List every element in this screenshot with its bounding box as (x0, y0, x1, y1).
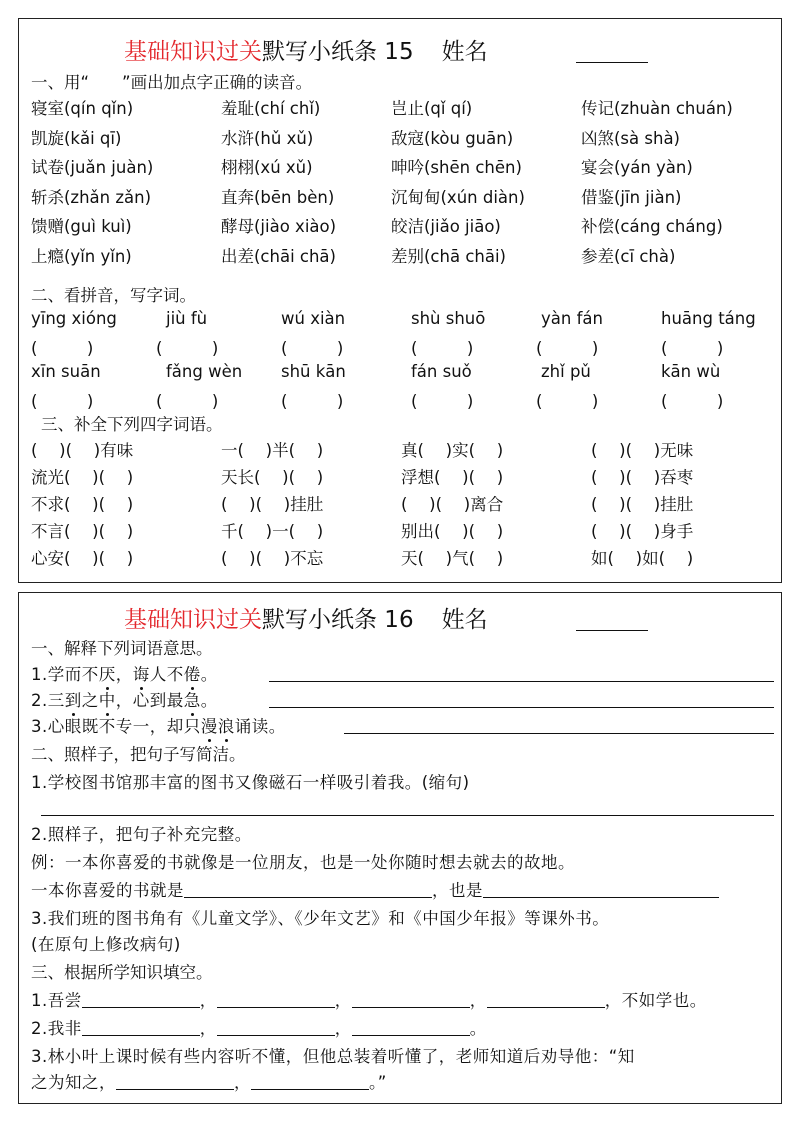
idiom-row (31, 437, 771, 465)
pinyin-word: wú xiàn (281, 309, 346, 328)
fill-blank[interactable] (352, 991, 470, 1008)
fill-blank[interactable] (82, 1019, 200, 1036)
pinyin-choice-row (31, 125, 771, 153)
pinyin-row (31, 309, 771, 337)
answer-box[interactable]: ( ) (156, 339, 219, 358)
pinyin-choice-item[interactable]: 酵母(jiào xiào) (221, 217, 337, 236)
pinyin-choice-row (31, 184, 771, 212)
idiom-row (31, 545, 771, 573)
answer-box[interactable]: ( ) (31, 339, 94, 358)
pinyin-choice-item[interactable]: 宴会(yán yàn) (581, 158, 693, 177)
pinyin-choice-row (31, 95, 771, 123)
pinyin-choice-item[interactable]: 沉甸甸(xún diàn) (391, 187, 525, 207)
answer-box[interactable]: ( ) (31, 392, 94, 411)
question-5: 2.照样子，把句子补充完整。 (31, 825, 252, 844)
answer-box[interactable]: ( ) (661, 339, 724, 358)
pinyin-choice-item[interactable]: 直奔(bēn bèn) (221, 187, 335, 207)
pinyin-choice-row (31, 154, 771, 182)
idiom-item[interactable]: 真( )实( ) (401, 441, 504, 460)
idiom-item[interactable]: 浮想( )( ) (401, 468, 504, 487)
pinyin-choice-item[interactable]: 差别(chā chāi) (391, 246, 506, 266)
answer-line-4[interactable] (41, 815, 774, 816)
idiom-item[interactable]: 不求( )( ) (31, 495, 134, 514)
part3-heading: 三、根据所学知识填空。 (31, 963, 213, 982)
fill-sentence: 一本你喜爱的书就是 ，也是 (31, 877, 719, 901)
pinyin-choice-item[interactable]: 斩杀(zhǎn zǎn) (31, 187, 152, 207)
pinyin-choice-item[interactable]: 凯旋(kǎi qī) (31, 128, 122, 148)
answer-line-2[interactable] (269, 707, 774, 708)
idiom-item[interactable]: ( )( )无味 (591, 441, 694, 460)
fill-blank[interactable] (487, 991, 605, 1008)
part2-heading: 二、照样子，把句子写简洁。 (31, 745, 246, 764)
pinyin-word: zhǐ pǔ (541, 362, 591, 381)
answer-box[interactable]: ( ) (156, 392, 219, 411)
pinyin-word: fǎng wèn (166, 362, 243, 381)
idiom-item[interactable]: ( )( )离合 (401, 495, 504, 514)
pinyin-word: shù shuō (411, 309, 486, 328)
answer-box[interactable]: ( ) (281, 392, 344, 411)
pinyin-choice-item[interactable]: 寝室(qín qǐn) (31, 99, 134, 118)
question-7: 1.吾尝 ， ， ， ，不如学也。 (31, 991, 707, 1010)
pinyin-choice-item[interactable]: 皎洁(jiǎo jiāo) (391, 217, 501, 236)
fill-blank[interactable] (251, 1073, 369, 1090)
question-6-note: (在原句上修改病句) (31, 935, 181, 954)
pinyin-choice-item[interactable]: 出差(chāi chā) (221, 246, 336, 266)
idiom-item[interactable]: ( )( )挂肚 (591, 495, 694, 514)
idiom-item[interactable]: 天( )气( ) (401, 549, 504, 568)
pinyin-choice-item[interactable]: 呻吟(shēn chēn) (391, 158, 522, 177)
pinyin-word: fán suǒ (411, 362, 472, 381)
pinyin-choice-item[interactable]: 羞耻(chí chǐ) (221, 99, 321, 118)
part1-heading: 一、用“ ”画出加点字正确的读音。 (31, 73, 313, 92)
question-1: 1.学而不厌，诲人不倦。 (31, 665, 218, 684)
pinyin-choice-item[interactable]: 借鉴(jīn jiàn) (581, 187, 682, 207)
idiom-item[interactable]: 别出( )( ) (401, 522, 504, 541)
card-title: 基础知识过关默写小纸条 16 姓名 (124, 601, 648, 634)
pinyin-row (31, 362, 771, 390)
pinyin-choice-item[interactable]: 传记(zhuàn chuán) (581, 99, 733, 118)
pinyin-choice-item[interactable]: 栩栩(xú xǔ) (221, 158, 313, 177)
question-2: 2.三到之中，心到最急。 (31, 691, 218, 710)
idiom-row (31, 464, 771, 492)
dictation-card-16 (18, 592, 782, 1104)
fill-blank-2[interactable] (483, 881, 719, 898)
fill-blank[interactable] (217, 991, 335, 1008)
question-9-cont: 之为知之， ， 。” (31, 1073, 387, 1092)
idiom-item[interactable]: ( )( )不忘 (221, 549, 324, 568)
idiom-item[interactable]: 天长( )( ) (221, 468, 324, 487)
fill-blank[interactable] (352, 1019, 470, 1036)
idiom-row (31, 518, 771, 546)
question-4: 1.学校图书馆那丰富的图书又像磁石一样吸引着我。(缩句) (31, 773, 470, 792)
idiom-item[interactable]: ( )( )有味 (31, 441, 134, 460)
question-8: 2.我非 ， ， 。 (31, 1019, 487, 1038)
name-blank[interactable] (576, 42, 648, 63)
fill-blank[interactable] (82, 991, 200, 1008)
part3-heading: 三、补全下列四字词语。 (41, 415, 223, 434)
pinyin-choice-row (31, 213, 771, 241)
pinyin-word: jiù fù (166, 309, 208, 328)
idiom-item[interactable]: 一( )半( ) (221, 441, 324, 460)
name-blank[interactable] (576, 610, 648, 631)
idiom-item[interactable]: 如( )如( ) (591, 549, 694, 568)
idiom-item[interactable]: ( )( )吞枣 (591, 468, 694, 487)
answer-line-1[interactable] (269, 681, 774, 682)
pinyin-choice-item[interactable]: 凶煞(sà shà) (581, 128, 680, 148)
pinyin-choice-item[interactable]: 补偿(cáng cháng) (581, 217, 723, 236)
card-title: 基础知识过关默写小纸条 15 姓名 (124, 33, 648, 66)
idiom-item[interactable]: 千( )一( ) (221, 522, 324, 541)
fill-blank[interactable] (116, 1073, 234, 1090)
answer-box[interactable]: ( ) (661, 392, 724, 411)
dictation-card-15 (18, 18, 782, 583)
pinyin-word: yīng xióng (31, 309, 117, 328)
idiom-item[interactable]: ( )( )挂肚 (221, 495, 324, 514)
fill-blank-1[interactable] (184, 881, 432, 898)
answer-line-3[interactable] (344, 733, 774, 734)
idiom-item[interactable]: 不言( )( ) (31, 522, 134, 541)
answer-box[interactable]: ( ) (281, 339, 344, 358)
pinyin-choice-item[interactable]: 上瘾(yǐn yǐn) (31, 246, 132, 266)
answer-box[interactable]: ( ) (536, 392, 599, 411)
part2-heading: 二、看拼音，写字词。 (31, 286, 196, 305)
pinyin-word: kān wù (661, 362, 721, 381)
fill-blank[interactable] (217, 1019, 335, 1036)
idiom-row (31, 491, 771, 519)
question-9: 3.林小叶上课时候有些内容听不懂，但他总装着听懂了，老师知道后劝导他：“知 (31, 1047, 635, 1066)
pinyin-choice-item[interactable]: 参差(cī chà) (581, 246, 676, 266)
pinyin-word: shū kān (281, 362, 346, 381)
pinyin-choice-item[interactable]: 敌寇(kòu guān) (391, 128, 514, 148)
example-sentence: 例：一本你喜爱的书就像是一位朋友，也是一处你随时想去就去的故地。 (31, 853, 575, 872)
answer-box[interactable]: ( ) (411, 339, 474, 358)
question-3: 3.心眼既不专一，却只漫浪诵读。 (31, 717, 286, 736)
pinyin-choice-item[interactable]: 水浒(hǔ xǔ) (221, 128, 314, 148)
pinyin-word: yàn fán (541, 309, 603, 328)
pinyin-word: xīn suān (31, 362, 101, 381)
part1-heading: 一、解释下列词语意思。 (31, 639, 213, 658)
idiom-item[interactable]: ( )( )身手 (591, 522, 694, 541)
idiom-item[interactable]: 流光( )( ) (31, 468, 134, 487)
pinyin-choice-item[interactable]: 馈赠(guì kuì) (31, 217, 132, 236)
pinyin-choice-item[interactable]: 试卷(juǎn juàn) (31, 158, 154, 177)
question-6: 3.我们班的图书角有《儿童文学》、《少年文艺》和《中国少年报》等课外书。 (31, 909, 610, 928)
idiom-item[interactable]: 心安( )( ) (31, 549, 134, 568)
answer-box-row (31, 335, 771, 363)
answer-box[interactable]: ( ) (536, 339, 599, 358)
pinyin-choice-row (31, 243, 771, 271)
pinyin-word: huāng táng (661, 309, 756, 328)
answer-box[interactable]: ( ) (411, 392, 474, 411)
pinyin-choice-item[interactable]: 岂止(qǐ qí) (391, 99, 473, 118)
